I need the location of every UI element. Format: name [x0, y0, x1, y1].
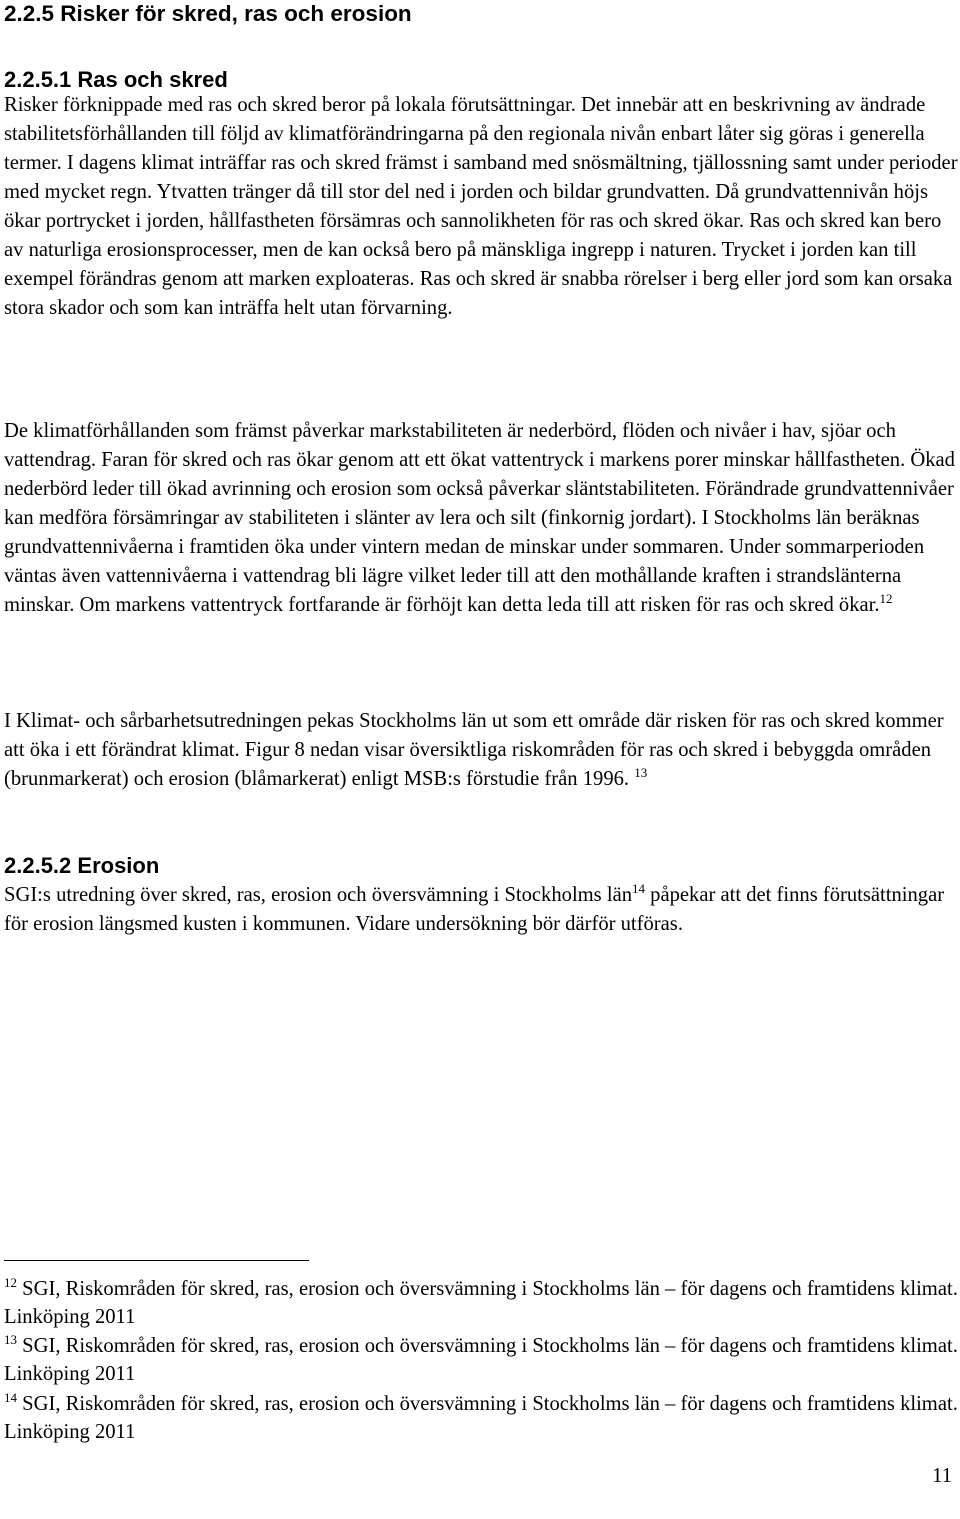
paragraph-3: I Klimat- och sårbarhetsutredningen pekas Stockholms län ut som ett område där risken för ras och skred kommer att öka i ett förändrat klimat. Figur 8 nedan visar översiktliga riskområden för ras och skred i bebyggda områden (brunmarkerat) och erosion (blåmarkerat) enligt MSB:s förstudie från 1996. $^{13}$	[4, 710, 944, 790]
page-number: 11	[932, 1465, 952, 1487]
footnote-ref-12: 12	[879, 591, 893, 606]
paragraph-2: De klimatförhållanden som främst påverkar markstabiliteten är nederbörd, flöden och nivåer i hav, sjöar och vattendrag. Faran för skred och ras ökar genom att ett ökat vattentryck i markens porer minskar hållfastheten. Ökad nederbörd leder till ökad avrinning och erosion som också påverkar släntstabiliteten. Förändrade grundvattennivåer kan medföra försämringar av stabiliteten i slänter av lera och silt (finkornig jordart). I Stockholms län beräknas grundvattennivåerna i framtiden öka under vintern medan de minskar under sommaren. Under sommarperioden väntas även vattennivåerna i vattendrag bli lägre vilket leder till att den mothållande kraften i strandslänterna minskar. Om markens vattentryck fortfarande är förhöjt kan detta leda till att risken för ras och skred ökar.$^{12}$	[4, 420, 955, 616]
footnote-12: $^{12}$ SGI, Riskområden för skred, ras, erosion och översvämning i Stockholms län – för dagens och framtidens klimat. Linköping 2011	[4, 1275, 958, 1328]
section-heading: 2.2.5 Risker för skred, ras och erosion	[4, 1, 412, 26]
footnote-ref-13: 13	[634, 765, 648, 780]
subsection-heading-ras-och-skred: 2.2.5.1 Ras och skred	[4, 67, 228, 92]
footnote-separator	[4, 1260, 309, 1261]
paragraph-1: Risker förknippade med ras och skred beror på lokala förutsättningar. Det innebär att en beskrivning av ändrade stabilitetsförhållanden till följd av klimatförändringarna på den regionala nivån enbart låter sig göras i generella termer. I dagens klimat inträffar ras och skred främst i samband med snösmältning, tjällossning samt under perioder med mycket regn. Ytvatten tränger då till stor del ned i jorden och bildar grundvatten. Då grundvattennivån höjs ökar portrycket i jorden, hållfastheten försämras och sannolikheten för ras och skred ökar. Ras och skred kan bero av naturliga erosionsprocesser, men de kan också bero på mänskliga ingrepp i naturen. Trycket i jorden kan till exempel förändras genom att marken exploateras. Ras och skred är snabba rörelser i berg eller jord som kan orsaka stora skador och som kan inträffa helt utan förvarning.	[4, 94, 958, 319]
footnote-ref-14: 14	[632, 881, 646, 896]
paragraph-erosion: SGI:s utredning över skred, ras, erosion och översvämning i Stockholms län$^{14}$ påpekar att det finns förutsättningar för erosion längsmed kusten i kommunen. Vidare undersökning bör därför utföras.	[4, 881, 945, 935]
footnote-13: $^{13}$ SGI, Riskområden för skred, ras, erosion och översvämning i Stockholms län – för dagens och framtidens klimat. Linköping 2011	[4, 1332, 958, 1385]
footnote-14: $^{14}$ SGI, Riskområden för skred, ras, erosion och översvämning i Stockholms län – för dagens och framtidens klimat. Linköping 2011	[4, 1390, 958, 1443]
subsection-heading-erosion: 2.2.5.2 Erosion	[4, 853, 160, 878]
